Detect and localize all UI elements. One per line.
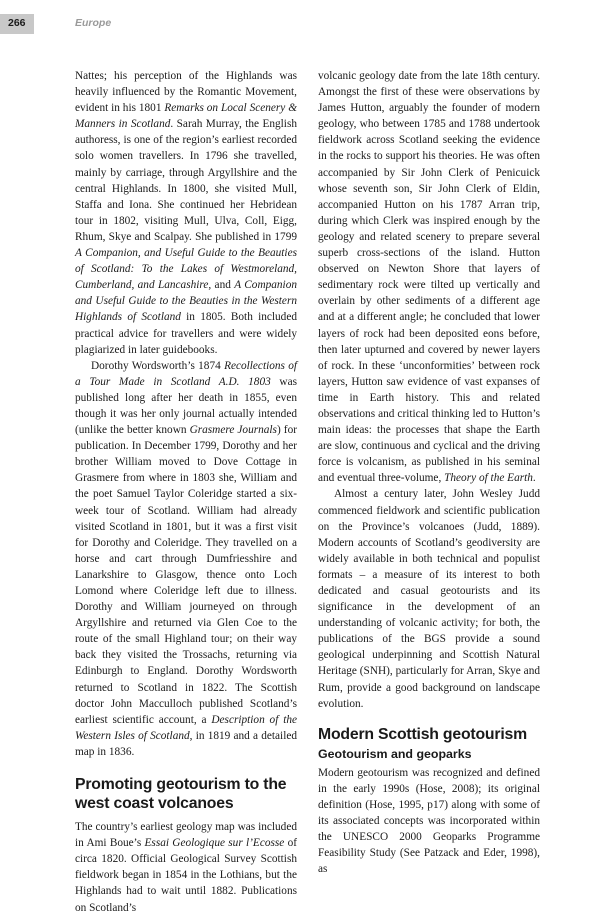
citation-companion-western-highlands: A Companion and Useful Guide to the Beauties in the Western Highlands of Scotland — [75, 279, 297, 324]
right-paragraph-3: Modern geotourism was recognized and defined in the early 1990s (Hose, 2008); its original definition (Hose, 1995, p17) along with some of its associated concepts was incorporated within the UNESCO 2000 Geoparks Programme Feasibility Study (See Patzack and Eder, 1998), as — [318, 766, 540, 876]
citation-grasmere-journals: Grasmere Journals — [189, 424, 277, 437]
citation-companion-beauties-of-scotland: A Companion, and Useful Guide to the Beauties of Scotland: To the Lakes of Westmoreland, Cumberland, and Lancashire, — [75, 247, 297, 292]
left-paragraph-1: Nattes; his perception of the Highlands was heavily influenced by the Romantic Movement, evident in his 1801 Remarks on Local Scenery & Manners in Scotland. Sarah Murray, the English authoress, is one of the region’s earliest recorded solo women travellers. In 1796 she travelled, mainly by carriage, through Argyllshire and the central Highlands. In 1800, she visited Mull, Staffa and Iona. She continued her Hebridean tour in 1802, visiting Mull, Ulva, Coll, Eigg, Rhum, Skye and Scalpay. She published in 1799 A Companion, and Useful Guide to the Beauties of Scotland: To the Lakes of Westmoreland, Cumberland, and Lancashire, and A Companion and Useful Guide to the Beauties in the Western Highlands of Scotland in 1805. Both included practical advice for travellers and were widely plagiarized in later guidebooks. — [75, 70, 297, 356]
citation-remarks-on-local-scenery: Remarks on Local Scenery & Manners in Scotland — [75, 102, 297, 131]
citation-recollections-of-a-tour: Recollections of a Tour Made in Scotland A.D. 1803 — [75, 359, 298, 388]
running-section-title: Europe — [75, 17, 112, 29]
citation-essai-geologique: Essai Geologique sur l’Ecosse — [144, 837, 285, 850]
right-paragraph-1: volcanic geology date from the late 18th century. Amongst the first of these were observations by James Hutton, arguably the founder of modern geology, who between 1785 and 1788 undertook fieldwork across Scotland seeking the evidence in the rocks to support his theories. He was often accompanied by Sir John Clerk of Penicuick whose seventh son, Sir John Clerk of Eldin, accompanied Hutton on his 1787 Arran trip, during which Clerk was inspired enough by the geology and related scenery to prepare several superb cross-sections of the island. Hutton observed on Newton Shore that layers of sedimentary rock were tilted up vertically and overlain by other sediments of a different age and at a different angle; he concluded that lower layers of rock had been deposited eons before, then later upturned and covered by newer layers of rock. In these ‘unconformities’ between rock layers, Hutton saw evidence of vast expanses of time in Earth history. This and related observations and critical thinking led to Hutton’s main ideas: the processes that shape the Earth are slow, continuous and cyclical and the driving force is volcanism, as published in his seminal and eventual three-volume, Theory of the Earth. — [318, 70, 540, 485]
page-number: 266 — [8, 17, 26, 29]
section-heading-promoting-geotourism: Promoting geotourism to the west coast volcanoes — [75, 776, 287, 813]
citation-description-western-isles: Description of the Western Isles of Scotland — [75, 713, 297, 742]
section-heading-modern-scottish-geotourism: Modern Scottish geotourism — [318, 725, 527, 743]
running-header — [0, 0, 613, 36]
right-paragraph-2: Almost a century later, John Wesley Judd commenced fieldwork and scientific publication on the Province’s volcanoes (Judd, 1889). Modern accounts of Scotland’s geodiversity are widely available in both technical and populist formats – a measure of its interest to both dedicated and casual geotourists and its significance in the development of an understanding of volcanic activity; for both, the publications of the BGS provide a sound geological underpinning and Scottish Natural Heritage (SNH), particularly for Arran, Skye and Rum, provide a good background on landscape evolution. — [318, 488, 540, 710]
citation-theory-of-the-earth: Theory of the Earth — [444, 472, 533, 485]
left-column — [75, 68, 297, 916]
right-column — [318, 68, 540, 877]
subheading-geotourism-and-geoparks: Geotourism and geoparks — [318, 746, 472, 761]
left-paragraph-2: Dorothy Wordsworth’s 1874 Recollections of a Tour Made in Scotland A.D. 1803 was published long after her death in 1855, even though it was her only journal actually intended (unlike the better known Grasmere Journals) for publication. In December 1799, Dorothy and her brother William moved to Dove Cottage in Grasmere from where in 1803 she, William and the poet Samuel Taylor Coleridge started a six-week tour of Scotland. William had already visited Scotland in 1801, but it was a first visit for Dorothy and Coleridge. They travelled on a horse and cart through Dumfriesshire and Lanarkshire to Glasgow, thence onto Loch Lomond where Coleridge left due to illness. Dorothy and William journeyed on through Argyllshire and returned via Glen Coe to the route of the small Highland tour; on their way back they visited the Trossachs, returning via Edinburgh to England. Dorothy Wordsworth returned to Scotland in 1822. The Scottish doctor John Macculloch published Scotland’s earliest scientific account, a Description of the Western Isles of Scotland, in 1819 and a detailed map in 1836. — [75, 359, 298, 758]
left-paragraph-3: The country’s earliest geology map was included in Ami Boue’s Essai Geologique sur l’Ecosse of circa 1820. Official Geological Survey Scottish fieldwork began in 1854 in the Lothians, but the Highlands had to wait until 1882. Publications on Scotland’s — [75, 821, 297, 914]
